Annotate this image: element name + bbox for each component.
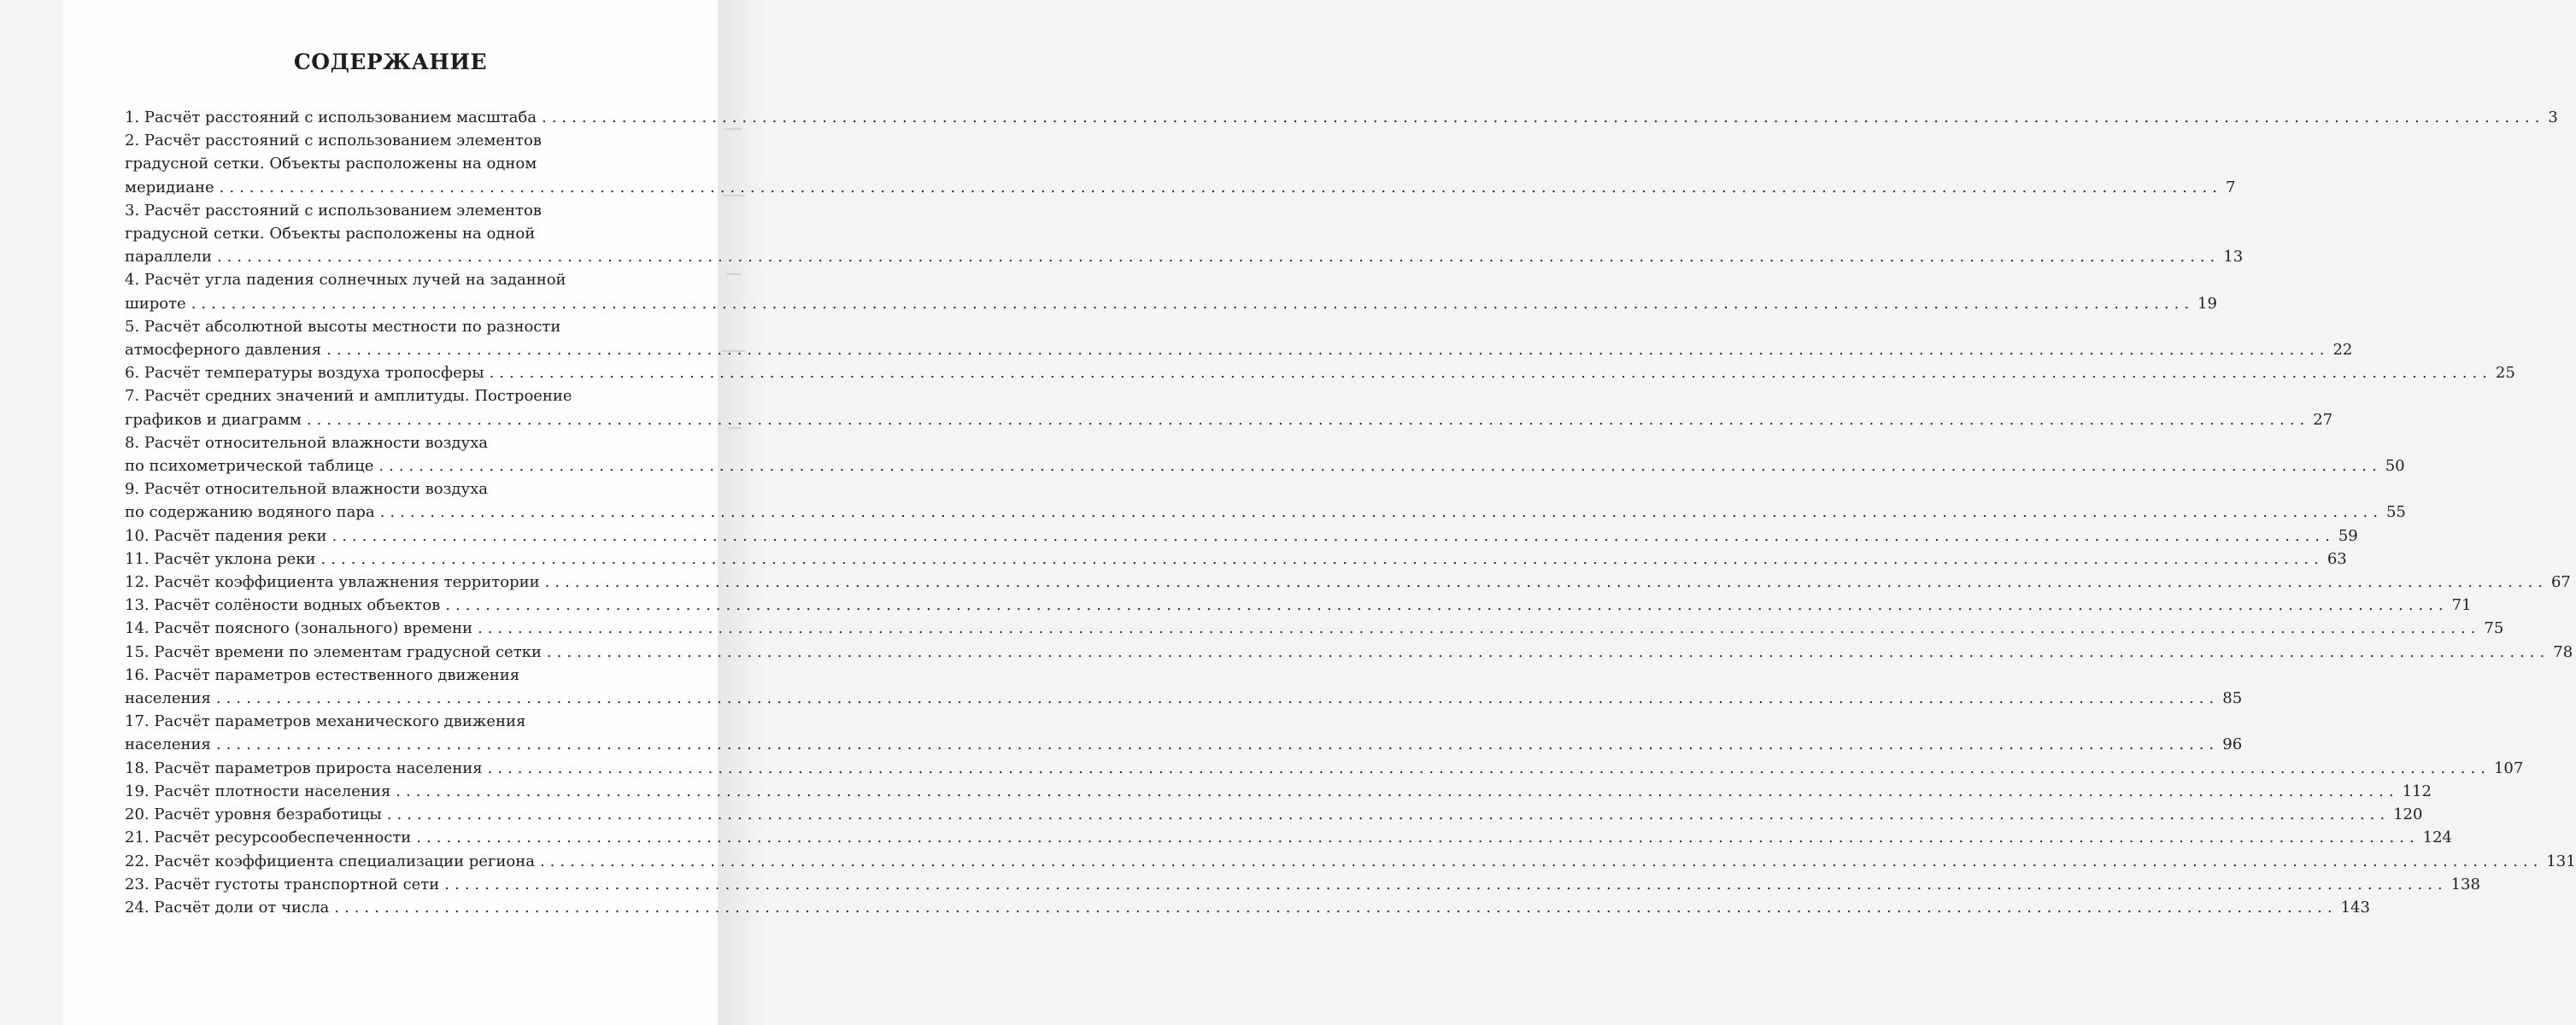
toc-entry-text: широте bbox=[125, 294, 186, 313]
toc-entry-text: 5. Расчёт абсолютной высоты местности по разности bbox=[125, 317, 561, 336]
toc-page-number: 96 bbox=[2222, 735, 2243, 754]
dot-leader: ........................................................................................................................................................................................................ bbox=[334, 898, 2338, 917]
dot-leader: ........................................................................................................................................................................................................ bbox=[219, 178, 2222, 196]
toc-entry-text: 13. Расчёт солёности водных объектов bbox=[125, 596, 441, 615]
toc-entry[interactable] bbox=[125, 710, 2243, 756]
dot-leader: ........................................................................................................................................................................................................ bbox=[487, 758, 2491, 777]
toc-entry[interactable] bbox=[125, 524, 2358, 548]
dot-leader: ........................................................................................................................................................................................................ bbox=[478, 619, 2481, 638]
toc-page-number: 131 bbox=[2546, 852, 2576, 870]
toc-entry[interactable] bbox=[125, 361, 2515, 384]
toc-entry[interactable] bbox=[125, 896, 2370, 919]
toc-page-number: 19 bbox=[2198, 294, 2217, 313]
toc-entry[interactable] bbox=[125, 617, 2504, 640]
toc-page-number: 112 bbox=[2402, 782, 2432, 800]
toc-entry-text: по психометрической таблице bbox=[125, 457, 374, 476]
toc-entry-text: 4. Расчёт угла падения солнечных лучей на заданной bbox=[125, 271, 566, 290]
dot-leader: ........................................................................................................................................................................................................ bbox=[332, 526, 2335, 545]
toc-entry[interactable] bbox=[125, 384, 2333, 430]
toc-entry-text: атмосферного давления bbox=[125, 341, 322, 360]
dot-leader: ........................................................................................................................................................................................................ bbox=[215, 689, 2220, 708]
toc-page-number: 67 bbox=[2550, 573, 2571, 592]
toc-entry-text: 6. Расчёт температуры воздуха тропосферы bbox=[125, 364, 484, 383]
toc-entry-text: 7. Расчёт средних значений и амплитуды. Построение bbox=[125, 387, 572, 406]
toc-entry-text: 9. Расчёт относительной влажности воздуха bbox=[125, 480, 488, 499]
toc-entry-text: 3. Расчёт расстояний с использованием элементов bbox=[125, 201, 542, 220]
toc-page-number: 63 bbox=[2327, 549, 2347, 568]
toc-entry-text: графиков и диаграмм bbox=[125, 410, 302, 429]
dot-leader: ........................................................................................................................................................................................................ bbox=[320, 549, 2324, 568]
toc-entry-text: 22. Расчёт коэффициента специализации региона bbox=[125, 852, 535, 870]
toc-entry[interactable] bbox=[125, 594, 2472, 617]
dot-leader: ........................................................................................................................................................................................................ bbox=[444, 875, 2448, 893]
toc-page-number: 124 bbox=[2422, 829, 2452, 847]
toc-entry-text: меридиане bbox=[125, 178, 214, 196]
toc-entry-text: 14. Расчёт поясного (зонального) времени bbox=[125, 619, 473, 638]
toc-entry[interactable] bbox=[125, 548, 2347, 571]
toc-entry[interactable] bbox=[125, 803, 2423, 826]
toc-entry-text: населения bbox=[125, 689, 211, 708]
dot-leader: ........................................................................................................................................................................................................ bbox=[216, 248, 2221, 266]
toc-entry[interactable] bbox=[125, 571, 2571, 594]
toc-entry-text: 19. Расчёт плотности населения bbox=[125, 782, 391, 800]
toc-page-number: 13 bbox=[2223, 248, 2244, 266]
toc-entry-text: 2. Расчёт расстояний с использованием элементов bbox=[125, 132, 542, 150]
table-of-contents bbox=[125, 106, 2576, 919]
toc-entry-text: параллели bbox=[125, 248, 212, 266]
dot-leader: ........................................................................................................................................................................................................ bbox=[416, 829, 2420, 847]
toc-page-number: 3 bbox=[2548, 108, 2558, 126]
dot-leader: ........................................................................................................................................................................................................ bbox=[386, 805, 2391, 824]
dot-leader: ........................................................................................................................................................................................................ bbox=[544, 573, 2548, 592]
dot-leader: ........................................................................................................................................................................................................ bbox=[191, 294, 2195, 313]
dot-leader: ........................................................................................................................................................................................................ bbox=[539, 852, 2544, 870]
toc-page-number: 71 bbox=[2451, 596, 2472, 615]
toc-entry[interactable] bbox=[125, 199, 2244, 269]
toc-entry[interactable] bbox=[125, 129, 2236, 199]
toc-entry[interactable] bbox=[125, 873, 2480, 896]
toc-page-number: 27 bbox=[2313, 410, 2333, 429]
toc-entry[interactable] bbox=[125, 826, 2452, 849]
toc-entry-text: 10. Расчёт падения реки bbox=[125, 526, 327, 545]
dot-leader: ........................................................................................................................................................................................................ bbox=[445, 596, 2449, 615]
dot-leader: ........................................................................................................................................................................................................ bbox=[396, 782, 2399, 800]
toc-entry-text: 17. Расчёт параметров механического движения bbox=[125, 712, 526, 731]
toc-page-number: 50 bbox=[2385, 457, 2405, 476]
dot-leader: ........................................................................................................................................................................................................ bbox=[541, 108, 2545, 126]
toc-entry-text: 8. Расчёт относительной влажности воздуха bbox=[125, 433, 488, 452]
dot-leader: ........................................................................................................................................................................................................ bbox=[378, 457, 2382, 476]
page-title: СОДЕРЖАНИЕ bbox=[293, 50, 488, 74]
dot-leader: ........................................................................................................................................................................................................ bbox=[215, 735, 2220, 754]
toc-page-number: 22 bbox=[2332, 341, 2353, 360]
toc-page-number: 78 bbox=[2553, 642, 2573, 661]
toc-entry-text: по содержанию водяного пара bbox=[125, 503, 375, 522]
toc-entry-text: 21. Расчёт ресурсообеспеченности bbox=[125, 829, 412, 847]
toc-page-number: 7 bbox=[2225, 178, 2236, 196]
toc-entry[interactable] bbox=[125, 431, 2405, 477]
toc-entry[interactable] bbox=[125, 641, 2573, 664]
toc-entry[interactable] bbox=[125, 757, 2524, 780]
toc-page-number: 107 bbox=[2493, 758, 2524, 777]
toc-page-number: 25 bbox=[2495, 364, 2515, 383]
toc-entry-text: населения bbox=[125, 735, 211, 754]
toc-entry[interactable] bbox=[125, 315, 2353, 361]
toc-page-number: 143 bbox=[2340, 898, 2370, 917]
toc-entry-text: 23. Расчёт густоты транспортной сети bbox=[125, 875, 440, 893]
dot-leader: ........................................................................................................................................................................................................ bbox=[489, 364, 2492, 383]
toc-entry-text: 11. Расчёт уклона реки bbox=[125, 549, 316, 568]
toc-entry[interactable] bbox=[125, 477, 2406, 524]
toc-page-number: 59 bbox=[2338, 526, 2358, 545]
toc-entry-text: 15. Расчёт времени по элементам градусной сетки bbox=[125, 642, 542, 661]
toc-entry-text: 1. Расчёт расстояний с использованием масштаба bbox=[125, 108, 537, 126]
dot-leader: ........................................................................................................................................................................................................ bbox=[379, 503, 2383, 522]
toc-page-number: 55 bbox=[2385, 503, 2406, 522]
toc-page-number: 85 bbox=[2222, 689, 2243, 708]
toc-entry-text: 18. Расчёт параметров прироста населения bbox=[125, 758, 483, 777]
toc-entry[interactable] bbox=[125, 106, 2558, 129]
dot-leader: ........................................................................................................................................................................................................ bbox=[306, 410, 2310, 429]
dot-leader: ........................................................................................................................................................................................................ bbox=[326, 341, 2330, 360]
toc-page-number: 138 bbox=[2450, 875, 2480, 893]
dot-leader: ........................................................................................................................................................................................................ bbox=[546, 642, 2550, 661]
toc-entry[interactable] bbox=[125, 850, 2576, 873]
toc-entry-text: градусной сетки. Объекты расположены на одной bbox=[125, 225, 536, 243]
toc-entry-text: 24. Расчёт доли от числа bbox=[125, 898, 330, 917]
toc-page-number: 120 bbox=[2393, 805, 2423, 824]
toc-entry[interactable] bbox=[125, 268, 2217, 314]
toc-entry-text: градусной сетки. Объекты расположены на одном bbox=[125, 155, 537, 173]
toc-entry-text: 12. Расчёт коэффициента увлажнения территории bbox=[125, 573, 540, 592]
toc-entry[interactable] bbox=[125, 780, 2432, 803]
toc-entry-text: 16. Расчёт параметров естественного движения bbox=[125, 665, 520, 684]
toc-entry[interactable] bbox=[125, 664, 2243, 710]
toc-entry-text: 20. Расчёт уровня безработицы bbox=[125, 805, 382, 824]
toc-page-number: 75 bbox=[2484, 619, 2504, 638]
